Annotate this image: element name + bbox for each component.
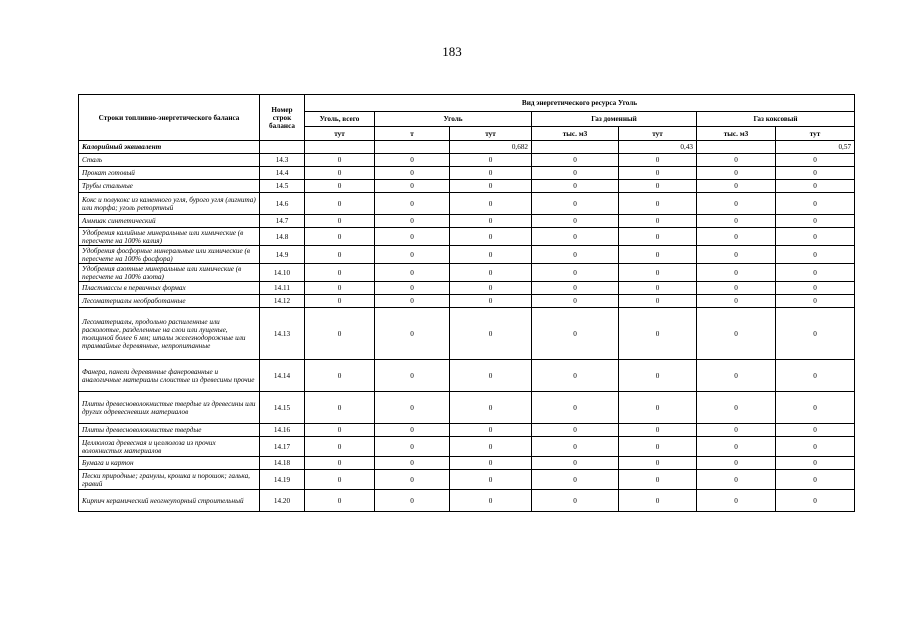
row-value: 0 [697, 282, 776, 295]
row-label: Аммиак синтетический [79, 215, 260, 228]
row-value: 0 [375, 282, 450, 295]
calorific-value [305, 141, 375, 154]
row-value: 0 [450, 360, 532, 392]
row-value: 0 [776, 470, 855, 490]
calorific-value: 0,682 [450, 141, 532, 154]
table-row [79, 228, 855, 246]
row-value: 0 [697, 228, 776, 246]
row-value: 0 [532, 180, 619, 193]
table-row [79, 490, 855, 512]
row-value: 0 [450, 308, 532, 360]
row-value: 0 [697, 167, 776, 180]
row-value: 0 [532, 308, 619, 360]
row-value: 0 [619, 392, 697, 424]
unit-header: тут [619, 127, 697, 141]
row-value: 0 [776, 167, 855, 180]
row-value: 0 [619, 193, 697, 215]
calorific-value [375, 141, 450, 154]
row-value: 0 [450, 282, 532, 295]
row-value: 0 [532, 437, 619, 457]
unit-header: тыс. м3 [697, 127, 776, 141]
table-row [79, 264, 855, 282]
row-value: 0 [450, 392, 532, 424]
row-value: 0 [619, 295, 697, 308]
row-label: Удобрения азотные минеральные или химические (в пересчете на 100% азота) [79, 264, 260, 282]
group-header: Газ доменный [532, 112, 697, 127]
row-value: 0 [450, 424, 532, 437]
row-label: Пески природные; гранулы, крошка и порошок; галька, гравий [79, 470, 260, 490]
row-value: 0 [375, 470, 450, 490]
row-value: 0 [776, 424, 855, 437]
row-value: 0 [532, 215, 619, 228]
unit-header: тут [305, 127, 375, 141]
row-value: 0 [375, 167, 450, 180]
row-value: 0 [532, 154, 619, 167]
row-value: 0 [776, 246, 855, 264]
row-value: 0 [450, 167, 532, 180]
row-value: 0 [776, 308, 855, 360]
calorific-value [532, 141, 619, 154]
row-value: 0 [619, 457, 697, 470]
row-value: 0 [697, 490, 776, 512]
row-label: Плиты древесноволокнистые твердые [79, 424, 260, 437]
row-value: 0 [697, 215, 776, 228]
row-value: 0 [532, 295, 619, 308]
row-value: 0 [697, 457, 776, 470]
row-label: Бумага и картон [79, 457, 260, 470]
row-value: 0 [450, 180, 532, 193]
row-value: 0 [697, 180, 776, 193]
row-value: 0 [619, 282, 697, 295]
row-value: 0 [305, 180, 375, 193]
group-header: Уголь [375, 112, 532, 127]
row-value: 0 [375, 180, 450, 193]
row-value: 0 [450, 228, 532, 246]
table-row [79, 180, 855, 193]
row-value: 0 [532, 360, 619, 392]
row-value: 0 [776, 360, 855, 392]
row-label: Кирпич керамический неогнеупорный строительный [79, 490, 260, 512]
row-code: 14.15 [260, 392, 305, 424]
row-value: 0 [532, 167, 619, 180]
row-code: 14.5 [260, 180, 305, 193]
row-value: 0 [305, 193, 375, 215]
table-row [79, 193, 855, 215]
row-value: 0 [305, 392, 375, 424]
header-row-1 [79, 95, 855, 112]
row-value: 0 [697, 308, 776, 360]
row-value: 0 [450, 295, 532, 308]
row-value: 0 [776, 282, 855, 295]
table-row [79, 215, 855, 228]
row-code: 14.14 [260, 360, 305, 392]
row-code: 14.16 [260, 424, 305, 437]
page-number: 183 [442, 44, 462, 59]
row-value: 0 [776, 215, 855, 228]
row-value: 0 [375, 246, 450, 264]
table-row [79, 295, 855, 308]
row-value: 0 [450, 154, 532, 167]
row-value: 0 [375, 193, 450, 215]
row-value: 0 [450, 246, 532, 264]
row-value: 0 [776, 392, 855, 424]
row-label: Удобрения фосфорные минеральные или химические (в пересчете на 100% фосфора) [79, 246, 260, 264]
row-value: 0 [375, 295, 450, 308]
row-value: 0 [532, 392, 619, 424]
group-header: Газ коксовый [697, 112, 855, 127]
table-row [79, 282, 855, 295]
row-value: 0 [450, 215, 532, 228]
table-row [79, 424, 855, 437]
row-value: 0 [375, 360, 450, 392]
row-value: 0 [776, 180, 855, 193]
unit-header: тут [450, 127, 532, 141]
row-label: Лесоматериалы, продольно распиленные или расколотые, разделенные на слои или лущеные, толщиной более 6 мм; шпалы железнодорожные или трамвайные деревянные, непропитанные [79, 308, 260, 360]
row-code: 14.9 [260, 246, 305, 264]
row-value: 0 [619, 154, 697, 167]
row-code: 14.10 [260, 264, 305, 282]
row-code: 14.13 [260, 308, 305, 360]
row-value: 0 [305, 154, 375, 167]
unit-header: т [375, 127, 450, 141]
row-label: Целлюлоза древесная и целлюлоза из прочих волокнистых материалов [79, 437, 260, 457]
row-value: 0 [375, 392, 450, 424]
row-label: Прокат готовый [79, 167, 260, 180]
table-row [79, 457, 855, 470]
row-value: 0 [697, 154, 776, 167]
row-value: 0 [305, 264, 375, 282]
table-row [79, 308, 855, 360]
row-code: 14.20 [260, 490, 305, 512]
row-code: 14.4 [260, 167, 305, 180]
row-value: 0 [450, 193, 532, 215]
row-value: 0 [697, 360, 776, 392]
row-value: 0 [305, 470, 375, 490]
row-value: 0 [305, 424, 375, 437]
row-value: 0 [776, 193, 855, 215]
energy-balance-table [78, 94, 855, 512]
row-value: 0 [532, 470, 619, 490]
row-value: 0 [305, 228, 375, 246]
row-value: 0 [776, 490, 855, 512]
row-value: 0 [375, 228, 450, 246]
table-row [79, 437, 855, 457]
row-code: 14.17 [260, 437, 305, 457]
table-row [79, 154, 855, 167]
row-value: 0 [305, 457, 375, 470]
row-value: 0 [776, 228, 855, 246]
group-header: Уголь, всего [305, 112, 375, 127]
row-value: 0 [305, 282, 375, 295]
code-header: Номер строк баланса [260, 95, 305, 141]
row-value: 0 [305, 437, 375, 457]
row-value: 0 [776, 264, 855, 282]
row-value: 0 [532, 490, 619, 512]
calorific-value [697, 141, 776, 154]
row-value: 0 [619, 180, 697, 193]
row-value: 0 [697, 424, 776, 437]
calorific-code [260, 141, 305, 154]
table-row [79, 360, 855, 392]
row-value: 0 [619, 360, 697, 392]
table-row [79, 392, 855, 424]
row-value: 0 [450, 490, 532, 512]
row-value: 0 [375, 264, 450, 282]
row-value: 0 [619, 246, 697, 264]
row-value: 0 [697, 295, 776, 308]
calorific-value: 0,43 [619, 141, 697, 154]
row-value: 0 [305, 490, 375, 512]
row-value: 0 [697, 246, 776, 264]
row-value: 0 [532, 457, 619, 470]
row-value: 0 [619, 437, 697, 457]
row-value: 0 [697, 470, 776, 490]
unit-header: тут [776, 127, 855, 141]
row-value: 0 [375, 424, 450, 437]
row-value: 0 [305, 215, 375, 228]
row-value: 0 [450, 470, 532, 490]
table-row [79, 246, 855, 264]
table-row [79, 470, 855, 490]
row-label: Фанера, панели деревянные фанерованные и аналогичные материалы слоистые из древесины прочие [79, 360, 260, 392]
calorific-label: Калорийный эквивалент [79, 141, 260, 154]
calorific-row [79, 141, 855, 154]
row-value: 0 [619, 470, 697, 490]
row-value: 0 [375, 457, 450, 470]
row-label: Плиты древесноволокнистые твердые из древесины или других одревесневших материалов [79, 392, 260, 424]
row-value: 0 [776, 457, 855, 470]
row-value: 0 [375, 308, 450, 360]
row-label: Кокс и полукокс из каменного угля, бурого угля (лигнита) или торфа; уголь ретортный [79, 193, 260, 215]
row-value: 0 [619, 490, 697, 512]
row-label: Пластмассы в первичных формах [79, 282, 260, 295]
row-code: 14.6 [260, 193, 305, 215]
row-value: 0 [305, 360, 375, 392]
row-value: 0 [375, 215, 450, 228]
row-code: 14.3 [260, 154, 305, 167]
row-value: 0 [375, 437, 450, 457]
row-value: 0 [305, 167, 375, 180]
row-value: 0 [375, 490, 450, 512]
row-label: Лесоматериалы необработанные [79, 295, 260, 308]
row-value: 0 [619, 167, 697, 180]
row-value: 0 [619, 308, 697, 360]
row-value: 0 [532, 193, 619, 215]
unit-header: тыс. м3 [532, 127, 619, 141]
row-code: 14.18 [260, 457, 305, 470]
row-label: Удобрения калийные минеральные или химические (в пересчете на 100% калия) [79, 228, 260, 246]
row-value: 0 [532, 264, 619, 282]
row-value: 0 [776, 295, 855, 308]
row-value: 0 [532, 228, 619, 246]
row-value: 0 [305, 295, 375, 308]
row-value: 0 [305, 246, 375, 264]
rows-header: Строки топливно-энергетического баланса [79, 95, 260, 141]
row-value: 0 [450, 264, 532, 282]
row-value: 0 [450, 457, 532, 470]
row-value: 0 [532, 282, 619, 295]
row-value: 0 [697, 437, 776, 457]
row-value: 0 [619, 228, 697, 246]
row-value: 0 [619, 424, 697, 437]
row-value: 0 [532, 424, 619, 437]
row-code: 14.11 [260, 282, 305, 295]
row-value: 0 [697, 193, 776, 215]
row-value: 0 [776, 154, 855, 167]
row-code: 14.8 [260, 228, 305, 246]
row-value: 0 [697, 264, 776, 282]
row-value: 0 [697, 392, 776, 424]
row-value: 0 [619, 215, 697, 228]
row-value: 0 [450, 437, 532, 457]
row-label: Сталь [79, 154, 260, 167]
row-code: 14.12 [260, 295, 305, 308]
resource-header: Вид энергетического ресурса Уголь [305, 95, 855, 112]
row-label: Трубы стальные [79, 180, 260, 193]
row-value: 0 [619, 264, 697, 282]
table-row [79, 167, 855, 180]
row-code: 14.19 [260, 470, 305, 490]
row-value: 0 [375, 154, 450, 167]
row-value: 0 [776, 437, 855, 457]
calorific-value: 0,57 [776, 141, 855, 154]
row-code: 14.7 [260, 215, 305, 228]
row-value: 0 [305, 308, 375, 360]
row-value: 0 [532, 246, 619, 264]
